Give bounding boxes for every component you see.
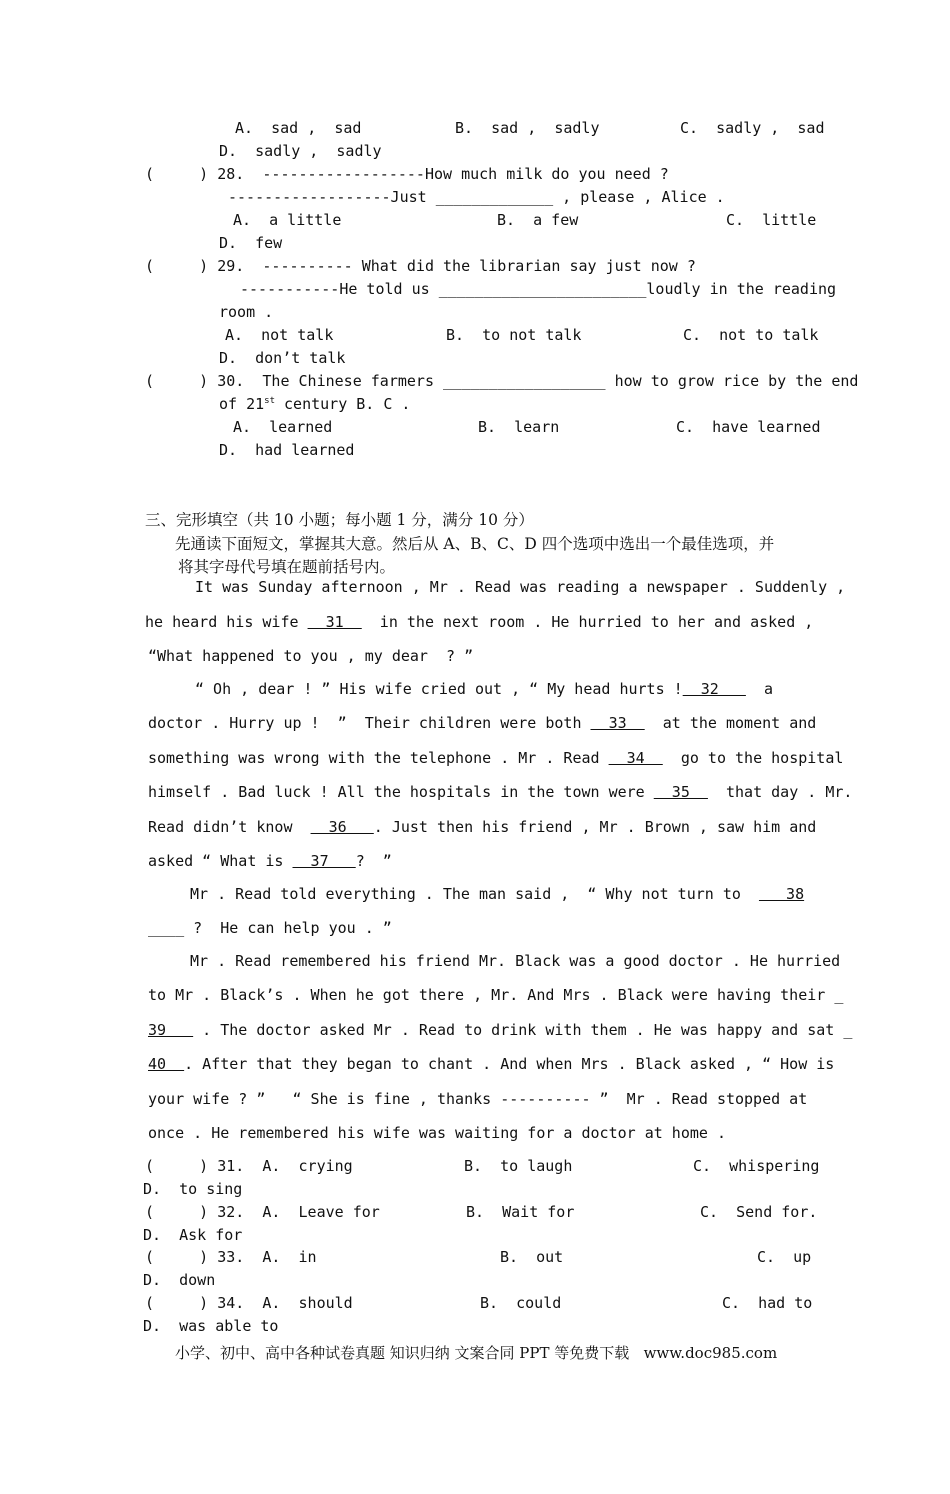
- passage-line: [148, 986, 843, 1004]
- blank-33: 33: [590, 714, 645, 732]
- q30-stem-post: how to grow rice by the end: [605, 372, 859, 390]
- q29-blank: _______________________: [438, 280, 647, 298]
- q27-option-c: C. sadly , sad: [680, 119, 825, 137]
- q34-option-d: D. was able to: [143, 1317, 279, 1335]
- q32-option-c: C. Send for.: [700, 1203, 818, 1221]
- blank-37: 37: [292, 852, 356, 870]
- passage-text: something was wrong with the telephone . Mr . Read: [148, 749, 609, 767]
- q28-option-a: A. a little: [233, 211, 342, 229]
- passage-text: to Mr . Black’s . When he got there , Mr. And Mrs . Black were having their: [148, 986, 835, 1004]
- q29-option-a: A. not talk: [225, 326, 334, 344]
- passage-line: [148, 852, 392, 870]
- q30-stem-pre: ( ) 30. The Chinese farmers: [145, 372, 444, 390]
- blank-35: 35: [653, 783, 708, 801]
- q30-stem: [145, 372, 858, 390]
- q31-option-b: B. to laugh: [464, 1157, 573, 1175]
- passage-line: Mr . Read remembered his friend Mr. Black was a good doctor . He hurried: [190, 952, 841, 970]
- passage-text: he heard his wife: [145, 613, 308, 631]
- blank-38-cont: ____: [148, 919, 185, 937]
- blank-34: 34: [608, 749, 663, 767]
- passage-line: [148, 818, 816, 836]
- q30-option-a: A. learned: [233, 418, 333, 436]
- q33-option-c: C. up: [757, 1248, 812, 1266]
- q29-reply-post: loudly in the reading: [646, 280, 837, 298]
- q30-cont-sup: st: [264, 396, 275, 406]
- q29-reply-pre: -----------He told us: [240, 280, 439, 298]
- q28-reply: [228, 188, 725, 206]
- q32-option-d: D. Ask for: [143, 1226, 243, 1244]
- q29-reply-cont: room .: [219, 303, 274, 321]
- passage-text: asked “ What is: [148, 852, 293, 870]
- q31-option-d: D. to sing: [143, 1180, 243, 1198]
- section-instruction-2: 将其字母代号填在题前括号内。: [178, 558, 396, 576]
- q27-option-a: A. sad , sad: [235, 119, 362, 137]
- q30-option-c: C. have learned: [676, 418, 821, 436]
- passage-text: . Just then his friend , Mr . Brown , saw him and: [373, 818, 817, 836]
- blank-36: 36: [310, 818, 374, 836]
- passage-text: himself . Bad luck ! All the hospitals in the town were: [148, 783, 654, 801]
- blank-38: 38: [758, 885, 805, 903]
- q34-stem: ( ) 34. A. should: [145, 1294, 353, 1312]
- q33-stem: ( ) 33. A. in: [145, 1248, 317, 1266]
- blank-39: 39: [148, 1021, 194, 1039]
- passage-text: . The doctor asked Mr . Read to drink with them . He was happy and sat: [193, 1021, 844, 1039]
- q27-option-d: D. sadly , sadly: [219, 142, 382, 160]
- passage-line: [148, 1055, 834, 1073]
- q27-option-b: B. sad , sadly: [455, 119, 600, 137]
- passage-line: [148, 749, 843, 767]
- q30-stem-cont: [219, 395, 410, 413]
- q28-option-b: B. a few: [497, 211, 579, 229]
- q29-stem: ( ) 29. ---------- What did the librarian say just now ?: [145, 257, 696, 275]
- passage-line: [148, 1021, 852, 1039]
- passage-text: that day . Mr.: [707, 783, 853, 801]
- passage-line: [195, 680, 773, 698]
- blank-40-start: _: [843, 1021, 853, 1039]
- q30-blank: __________________: [443, 372, 606, 390]
- passage-text: in the next room . He hurried to her and asked ,: [361, 613, 814, 631]
- passage-text: go to the hospital: [662, 749, 844, 767]
- passage-line: [148, 714, 816, 732]
- passage-line: once . He remembered his wife was waiting for a doctor at home .: [148, 1124, 726, 1142]
- blank-40: 40: [148, 1055, 185, 1073]
- q30-cont-post: century B. C .: [275, 395, 411, 413]
- q32-stem: ( ) 32. A. Leave for: [145, 1203, 380, 1221]
- passage-line: your wife ? ” “ She is fine , thanks ---------- ” Mr . Read stopped at: [148, 1090, 808, 1108]
- passage-text: at the moment and: [644, 714, 817, 732]
- section-instruction-1: 先通读下面短文，掌握其大意。然后从 A、B、C、D 四个选项中选出一个最佳选项，并: [175, 535, 775, 553]
- passage-text: Mr . Read told everything . The man said , “ Why not turn to: [190, 885, 759, 903]
- q29-option-c: C. not to talk: [683, 326, 819, 344]
- blank-39-start: _: [834, 986, 844, 1004]
- q28-stem: ( ) 28. ------------------How much milk do you need ?: [145, 165, 669, 183]
- q28-reply-post: , please , Alice .: [553, 188, 725, 206]
- q34-option-c: C. had to: [722, 1294, 813, 1312]
- passage-text: Read didn’t know: [148, 818, 311, 836]
- passage-text: ? ”: [355, 852, 392, 870]
- q29-option-b: B. to not talk: [446, 326, 582, 344]
- q28-option-d: D. few: [219, 234, 283, 252]
- passage-text: . After that they began to chant . And when Mrs . Black asked , “ How is: [184, 1055, 835, 1073]
- q30-option-d: D. had learned: [219, 441, 355, 459]
- footer-watermark: 小学、初中、高中各种试卷真题 知识归纳 文案合同 PPT 等免费下载 www.doc985.com: [175, 1344, 778, 1362]
- blank-31: 31: [307, 613, 362, 631]
- q29-reply: [240, 280, 836, 298]
- passage-text: doctor . Hurry up ! ” Their children were both: [148, 714, 591, 732]
- passage-text: a: [745, 680, 773, 698]
- section-heading: 三、完形填空（共 10 小题；每小题 1 分，满分 10 分）: [145, 511, 534, 529]
- blank-32: 32: [682, 680, 746, 698]
- q30-option-b: B. learn: [478, 418, 560, 436]
- q28-reply-pre: ------------------Just: [228, 188, 436, 206]
- passage-line: [148, 783, 852, 801]
- passage-line: [190, 885, 804, 903]
- q32-option-b: B. Wait for: [466, 1203, 575, 1221]
- passage-line: [145, 613, 813, 631]
- q33-option-b: B. out: [500, 1248, 564, 1266]
- q30-cont-pre: of 21: [219, 395, 265, 413]
- passage-text: “ Oh , dear ! ” His wife cried out , “ My head hurts !: [195, 680, 683, 698]
- q29-option-d: D. don’t talk: [219, 349, 346, 367]
- q31-option-c: C. whispering: [693, 1157, 820, 1175]
- q33-option-d: D. down: [143, 1271, 216, 1289]
- passage-line: It was Sunday afternoon , Mr . Read was reading a newspaper . Suddenly ,: [195, 578, 846, 596]
- passage-text: ? He can help you . ”: [184, 919, 392, 937]
- passage-line: [148, 919, 392, 937]
- q34-option-b: B. could: [480, 1294, 562, 1312]
- q28-blank: _____________: [435, 188, 554, 206]
- q31-stem: ( ) 31. A. crying: [145, 1157, 353, 1175]
- q28-option-c: C. little: [726, 211, 817, 229]
- passage-line: “What happened to you , my dear ? ”: [148, 647, 474, 665]
